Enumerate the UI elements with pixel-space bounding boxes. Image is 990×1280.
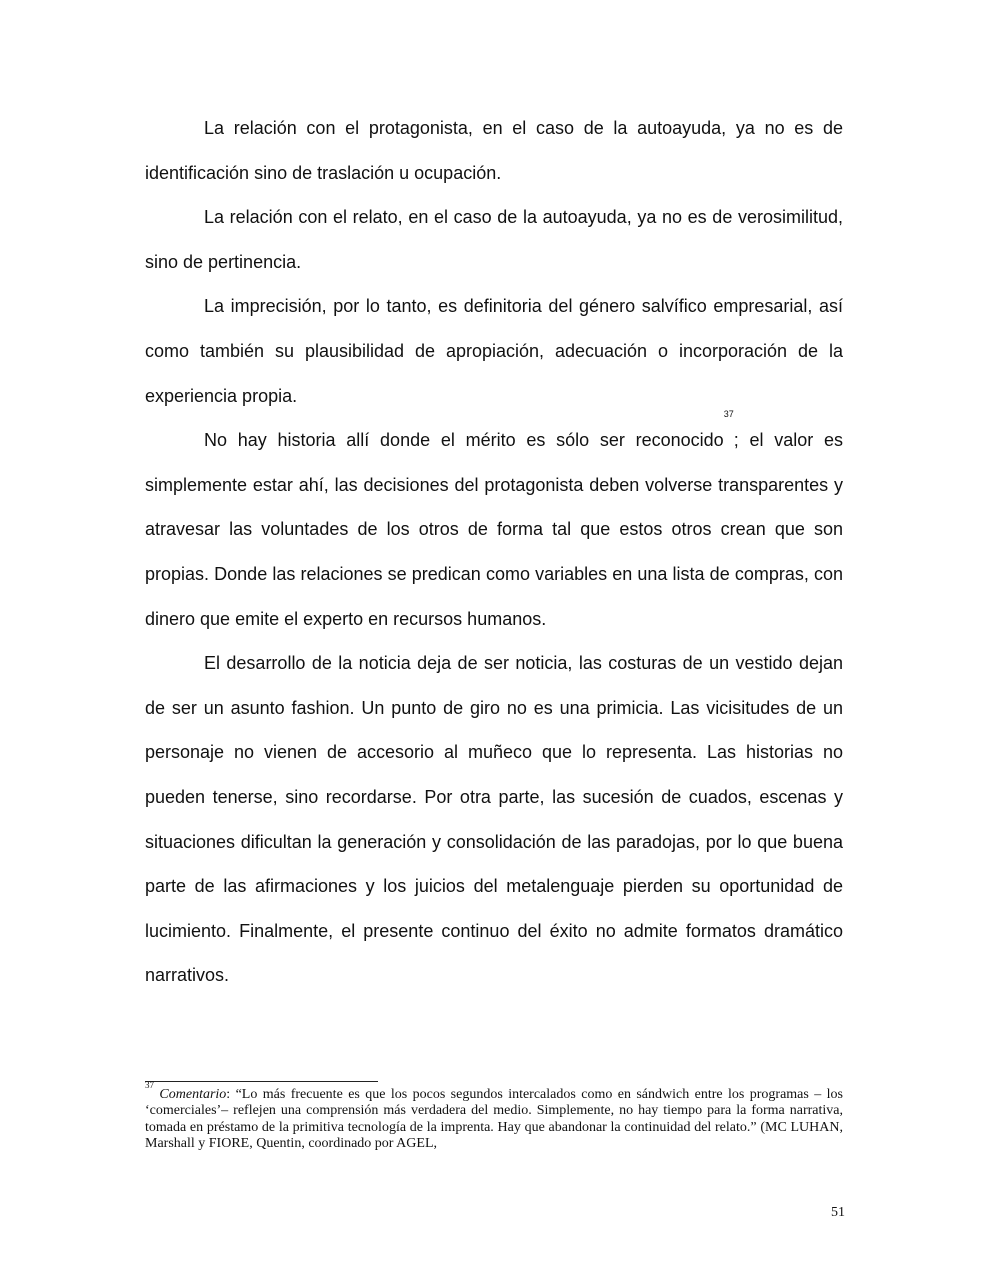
footnote-label: Comentario <box>159 1087 227 1102</box>
paragraph-3: La imprecisión, por lo tanto, es definitoria del género salvífico empresarial, así como también su plausibilidad de apropiación, adecuación o incorporación de la experiencia propia. <box>145 296 843 406</box>
paragraph-1: La relación con el protagonista, en el caso de la autoayuda, ya no es de identificación sino de traslación u ocupación. <box>145 118 843 183</box>
paragraph-4 <box>145 409 843 641</box>
footnote-text: : “Lo más frecuente es que los pocos segundos intercalados como en sándwich entre los programas – los ‘comerciales’– reflejen una comprensión más verdadera del medio. Simplemente, no hay tiempo para la forma narrativa, tomada en préstamo de la primitiva tecnología de la imprenta. Hay que abandonar la continuidad del relato.” (MC LUHAN, Marshall y FIORE, Quentin, coordinado por AGEL, <box>145 1087 843 1152</box>
paragraph-4-before-ref: No hay historia allí donde el mérito es sólo ser reconocido <box>204 430 724 451</box>
footnote-reference[interactable]: 37 <box>723 409 734 420</box>
footnote-number: 37 <box>145 1080 154 1090</box>
footnote-separator <box>145 1081 378 1082</box>
footnote <box>145 1080 843 1153</box>
page-number: 51 <box>831 1205 845 1220</box>
paragraph-5: El desarrollo de la noticia deja de ser noticia, las costuras de un vestido dejan de ser un asunto fashion. Un punto de giro no es una primicia. Las vicisitudes de un personaje no vienen de accesorio al muñeco que lo representa. Las historias no pueden tenerse, sino recordarse. Por otra parte, las sucesión de cuados, escenas y situaciones dificultan la generación y consolidación de las paradojas, por lo que buena parte de las afirmaciones y los juicios del metalenguaje pierden su oportunidad de lucimiento. Finalmente, el presente continuo del éxito no admite formatos dramático narrativos. <box>145 653 843 986</box>
paragraph-4-after-ref: ; el valor es simplemente estar ahí, las decisiones del protagonista deben volverse transparentes y atravesar las voluntades de los otros de forma tal que estos otros crean que son propias. Donde las relaciones se predican como variables en una lista de compras, con dinero que emite el experto en recursos humanos. <box>145 430 843 629</box>
paragraph-2: La relación con el relato, en el caso de la autoayuda, ya no es de verosimilitud, sino de pertinencia. <box>145 207 843 272</box>
body-text <box>145 106 843 998</box>
